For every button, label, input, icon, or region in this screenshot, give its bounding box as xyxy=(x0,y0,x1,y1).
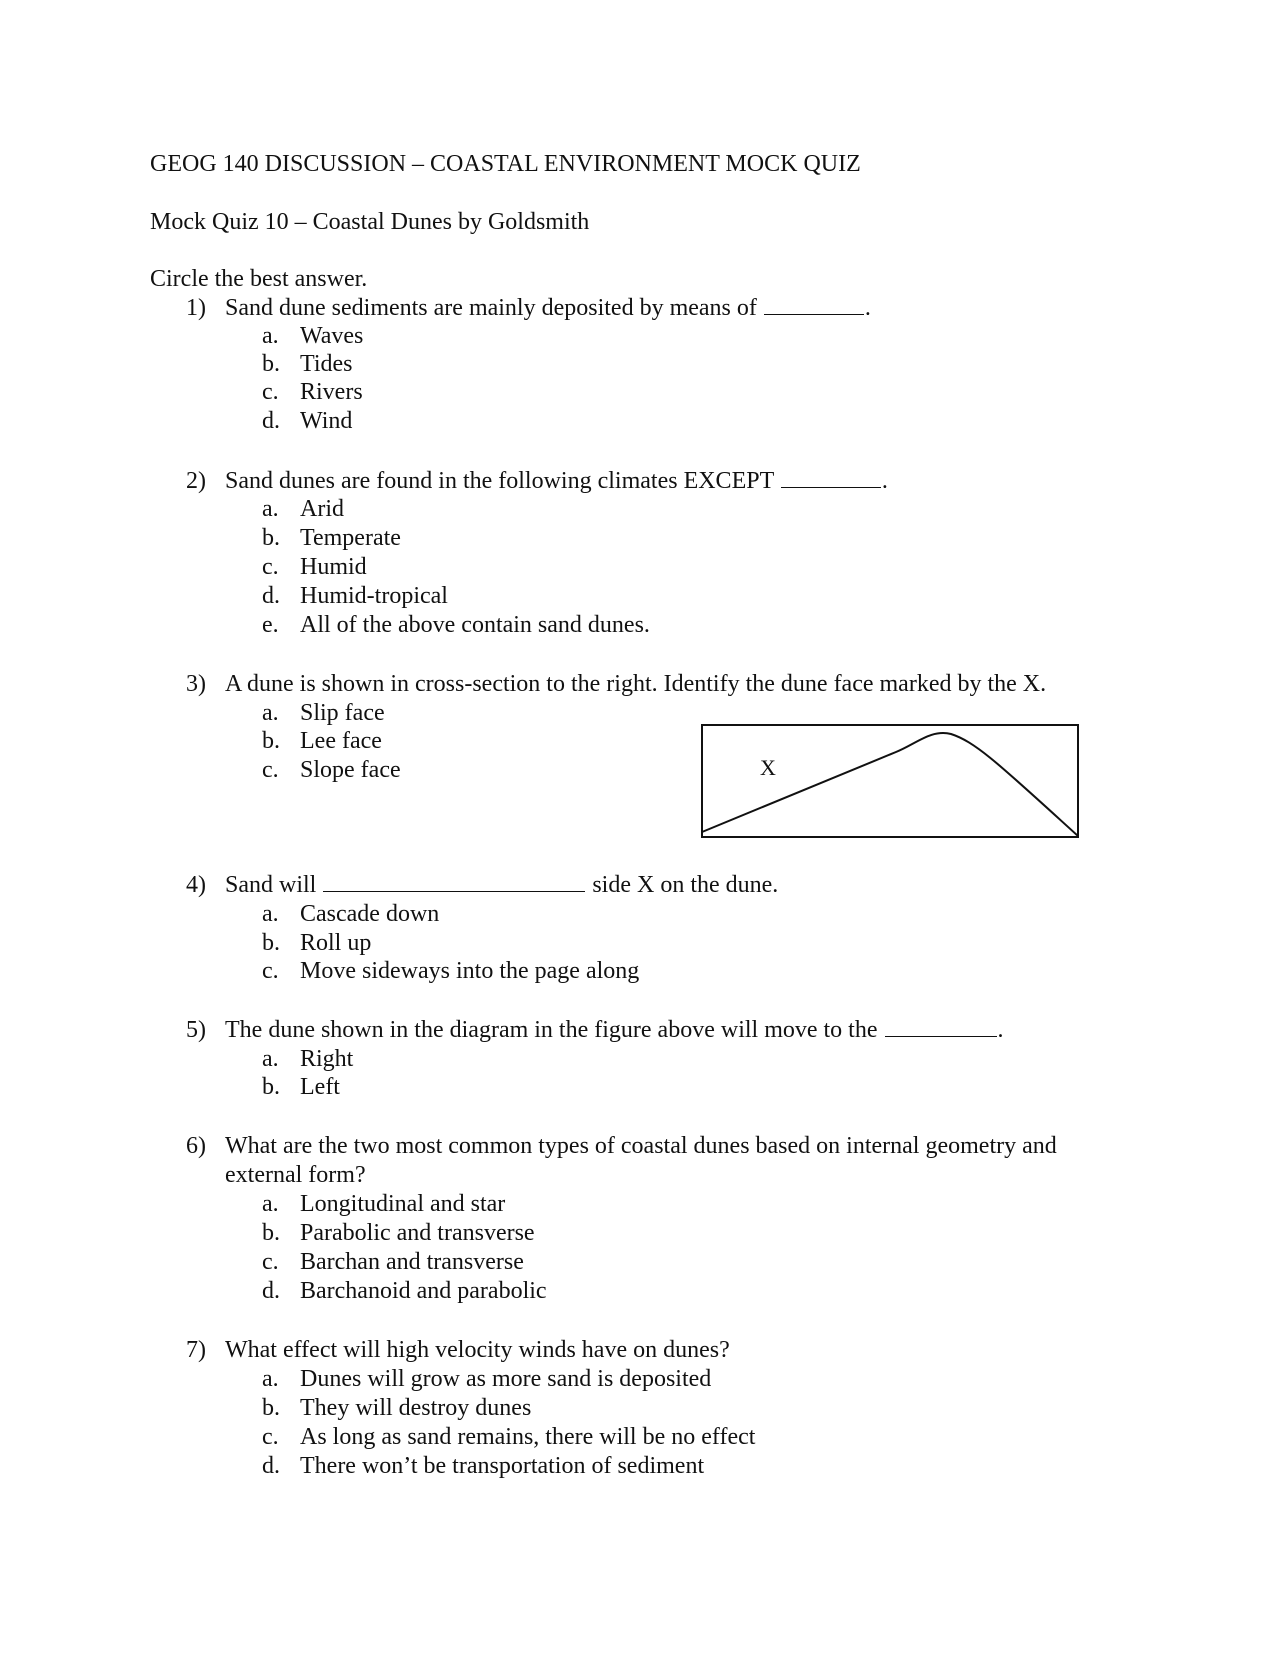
choice-letter: a. xyxy=(262,901,279,927)
choice-letter: b. xyxy=(262,351,280,377)
choice-text: Roll up xyxy=(300,930,372,956)
choice-text: Arid xyxy=(300,496,344,522)
page-subtitle: Mock Quiz 10 – Coastal Dunes by Goldsmith xyxy=(150,209,590,235)
choice-letter: b. xyxy=(262,930,280,956)
dune-profile xyxy=(702,733,1078,836)
choice-letter: b. xyxy=(262,525,280,551)
question-text-line-1: What are the two most common types of coastal dunes based on internal geometry and xyxy=(225,1133,1057,1159)
choice-text: There won’t be transportation of sediment xyxy=(300,1453,705,1479)
choice-letter: a. xyxy=(262,1366,279,1392)
dune-face-marker-label: X xyxy=(760,755,776,780)
choice-letter: c. xyxy=(262,554,279,580)
choice-text: Cascade down xyxy=(300,901,440,927)
question-text: What effect will high velocity winds have on dunes? xyxy=(225,1337,730,1363)
question-number: 7) xyxy=(186,1337,206,1363)
choice-letter: d. xyxy=(262,1453,280,1479)
choice-letter: b. xyxy=(262,1074,280,1100)
choice-letter: a. xyxy=(262,1191,279,1217)
choice-letter: d. xyxy=(262,583,280,609)
choice-letter: e. xyxy=(262,612,279,638)
choice-text: They will destroy dunes xyxy=(300,1395,532,1421)
question-number: 2) xyxy=(186,468,206,494)
choice-text: Wind xyxy=(300,408,353,434)
choice-text: Slope face xyxy=(300,757,401,783)
question-text: Sand dune sediments are mainly deposited by means of . xyxy=(225,295,871,321)
question-text: Sand will side X on the dune. xyxy=(225,872,779,898)
choice-letter: c. xyxy=(262,379,279,405)
answer-blank xyxy=(323,871,585,892)
choice-text: Humid-tropical xyxy=(300,583,448,609)
choice-text: Right xyxy=(300,1046,354,1072)
answer-blank xyxy=(885,1016,997,1037)
choice-text: All of the above contain sand dunes. xyxy=(300,612,650,638)
question-number: 1) xyxy=(186,295,206,321)
choice-letter: c. xyxy=(262,958,279,984)
choice-text: Barchan and transverse xyxy=(300,1249,524,1275)
question-number: 3) xyxy=(186,671,206,697)
question-text: A dune is shown in cross-section to the right. Identify the dune face marked by the X. xyxy=(225,671,1047,697)
choice-letter: c. xyxy=(262,757,279,783)
choice-letter: a. xyxy=(262,1046,279,1072)
choice-text: Dunes will grow as more sand is deposited xyxy=(300,1366,712,1392)
choice-text: Parabolic and transverse xyxy=(300,1220,535,1246)
dune-cross-section-diagram xyxy=(701,724,1081,840)
choice-text: Longitudinal and star xyxy=(300,1191,506,1217)
choice-letter: b. xyxy=(262,728,280,754)
question-text: The dune shown in the diagram in the figure above will move to the . xyxy=(225,1017,1004,1043)
choice-text: Left xyxy=(300,1074,340,1100)
question-text-line-2: external form? xyxy=(225,1162,366,1188)
choice-text: As long as sand remains, there will be no effect xyxy=(300,1424,756,1450)
choice-letter: b. xyxy=(262,1220,280,1246)
question-number: 6) xyxy=(186,1133,206,1159)
choice-letter: d. xyxy=(262,1278,280,1304)
choice-letter: b. xyxy=(262,1395,280,1421)
instructions: Circle the best answer. xyxy=(150,266,368,292)
page-title: GEOG 140 DISCUSSION – COASTAL ENVIRONMENT MOCK QUIZ xyxy=(150,151,861,177)
choice-text: Slip face xyxy=(300,700,385,726)
choice-letter: c. xyxy=(262,1424,279,1450)
choice-text: Lee face xyxy=(300,728,382,754)
diagram-frame xyxy=(702,725,1078,837)
choice-text: Move sideways into the page along xyxy=(300,958,640,984)
choice-text: Humid xyxy=(300,554,367,580)
answer-blank xyxy=(781,467,881,488)
choice-letter: a. xyxy=(262,323,279,349)
question-text: Sand dunes are found in the following climates EXCEPT . xyxy=(225,468,888,494)
question-number: 4) xyxy=(186,872,206,898)
choice-text: Temperate xyxy=(300,525,401,551)
answer-blank xyxy=(764,294,864,315)
choice-letter: c. xyxy=(262,1249,279,1275)
choice-text: Barchanoid and parabolic xyxy=(300,1278,547,1304)
choice-text: Tides xyxy=(300,351,353,377)
choice-letter: d. xyxy=(262,408,280,434)
question-number: 5) xyxy=(186,1017,206,1043)
choice-letter: a. xyxy=(262,496,279,522)
choice-text: Waves xyxy=(300,323,364,349)
choice-text: Rivers xyxy=(300,379,363,405)
choice-letter: a. xyxy=(262,700,279,726)
